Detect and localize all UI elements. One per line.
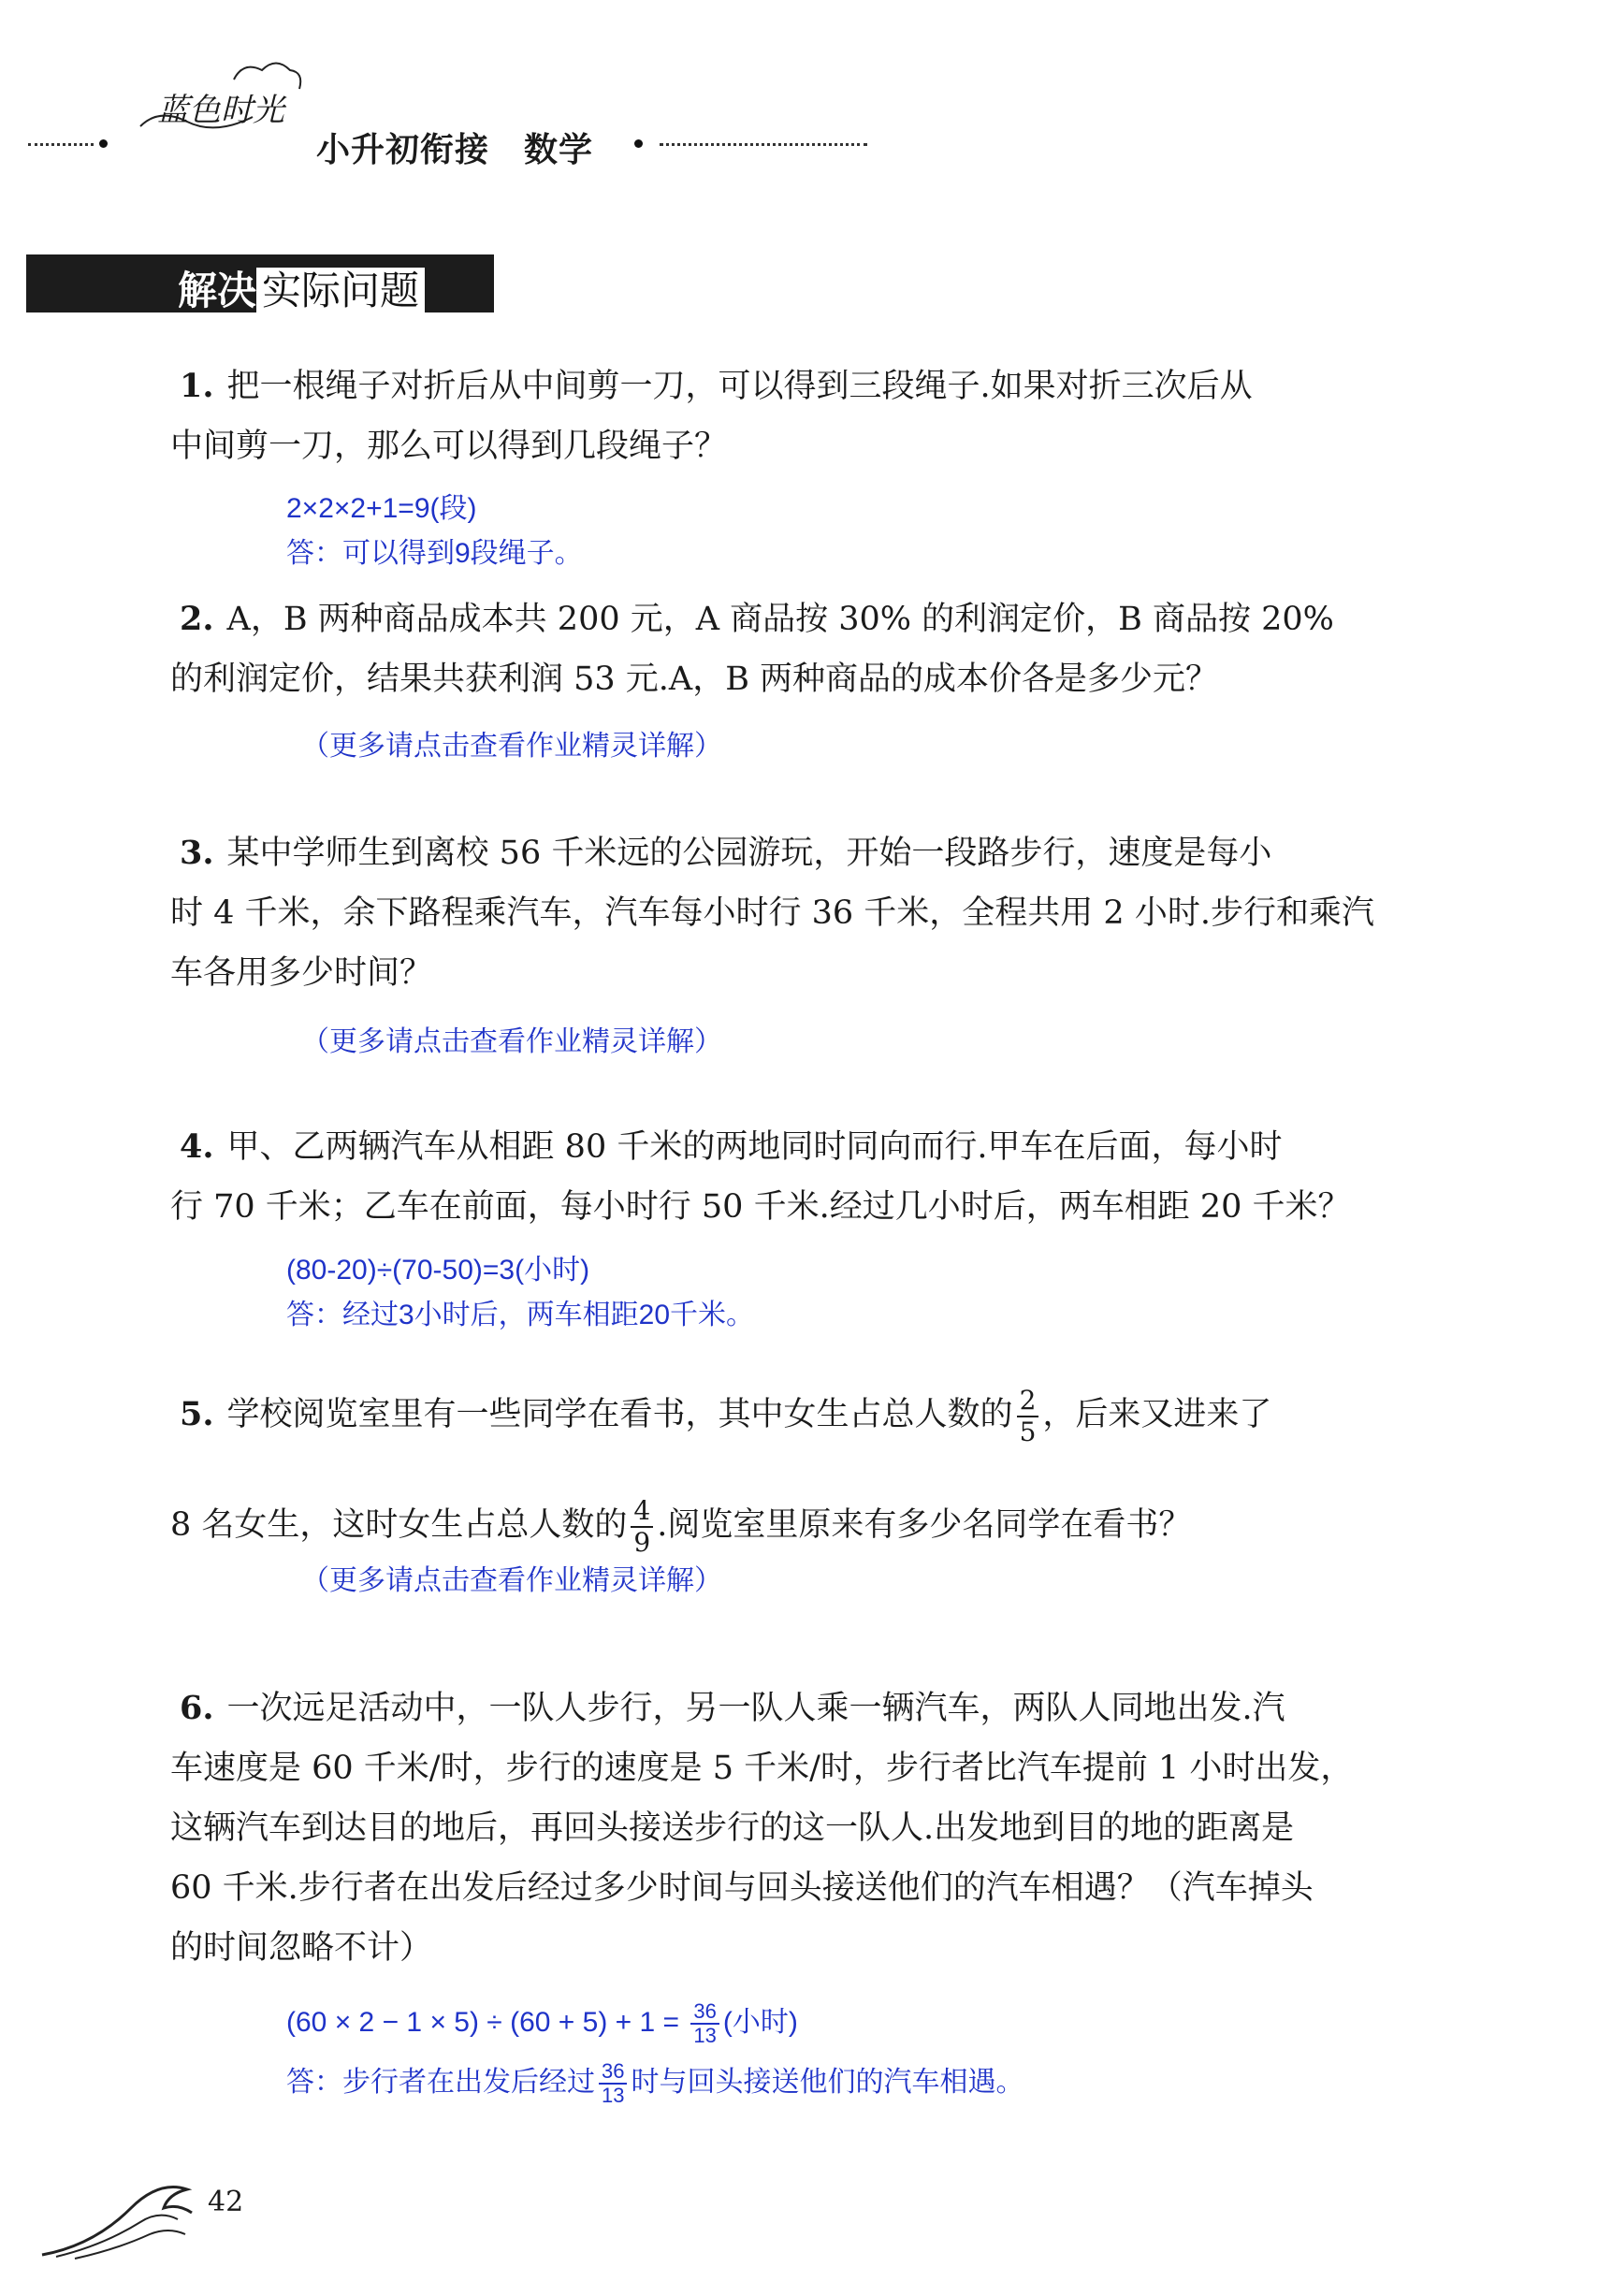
header-title: 小升初衔接 数学 (316, 130, 594, 169)
answer-1-line-1: 2×2×2+1=9(段) (286, 493, 477, 524)
question-6-line-4: 60 千米.步行者在出发后经过多少时间与回头接送他们的汽车相遇？（汽车掉头 (170, 1869, 1314, 1907)
question-6-line-1: 6. 一次远足活动中，一队人步行，另一队人乘一辆汽车，两队人同地出发.汽 (180, 1689, 1285, 1727)
answer-4 (286, 1248, 754, 1338)
question-6-line-2: 车速度是 60 千米/时，步行的速度是 5 千米/时，步行者比汽车提前 1 小时出发， (170, 1750, 1354, 1787)
wave-icon (37, 2152, 206, 2264)
fraction-2-5: $\frac{2}{5}$ (1017, 1386, 1039, 1447)
fraction-4-9: $\frac{4}{9}$ (631, 1496, 653, 1558)
answer-1-line-2: 答：可以得到9段绳子。 (286, 538, 583, 569)
question-4-line-2: 行 70 千米；乙车在前面，每小时行 50 千米.经过几小时后，两车相距 20 千米？ (170, 1188, 1351, 1226)
section-title-bold: 解决 (178, 268, 257, 313)
more-link-2[interactable]: （更多请点击查看作业精灵详解） (301, 730, 722, 763)
header-bullet-left (99, 139, 108, 148)
more-link-5[interactable]: （更多请点击查看作业精灵详解） (301, 1564, 722, 1597)
more-link-3[interactable]: （更多请点击查看作业精灵详解） (301, 1025, 722, 1058)
question-3-line-2: 时 4 千米，余下路程乘汽车，汽车每小时行 36 千米，全程共用 2 小时.步行和乘汽 (170, 894, 1374, 932)
header-bullet-right (634, 139, 643, 148)
question-5-line-1: 5. 学校阅览室里有一些同学在看书，其中女生占总人数的 $\frac{2}{5}$ ，后来又进来了 (180, 1384, 1272, 1447)
section-title-plain: 实际问题 (256, 268, 425, 313)
answer-4-line-1: (80-20)÷(70-50)=3(小时) (286, 1255, 590, 1286)
page-number: 42 (208, 2186, 244, 2218)
fraction-36-13: $\frac{36}{13}$ (690, 2000, 719, 2047)
question-3 (170, 823, 1480, 1003)
question-2 (170, 589, 1480, 709)
question-3-line-3: 车各用多少时间？ (170, 954, 433, 992)
fraction-36-13-answer: $\frac{36}{13}$ (599, 2060, 627, 2107)
header-dots-left (28, 143, 94, 146)
question-2-line-1: 2. A，B 两种商品成本共 200 元，A 商品按 30% 的利润定价，B 商品按 20% (180, 600, 1334, 638)
question-5-line-2: 8 名女生，这时女生占总人数的 $\frac{4}{9}$ .阅览室里原来有多少名同学在看书？ (170, 1494, 1192, 1558)
answer-6-line-1: (60 × 2 − 1 × 5) ÷ (60 + 5) + 1 = $\frac{36}{13}$ (小时) (286, 1999, 798, 2048)
question-4 (170, 1117, 1480, 1237)
question-3-line-1: 3. 某中学师生到离校 56 千米远的公园游玩，开始一段路步行，速度是每小 (180, 834, 1272, 872)
logo-text: 蓝色时光 (157, 92, 284, 129)
question-1 (170, 356, 1480, 476)
section-title (178, 260, 425, 316)
answer-1 (286, 487, 583, 576)
question-4-line-1: 4. 甲、乙两辆汽车从相距 80 千米的两地同时同向而行.甲车在后面，每小时 (180, 1127, 1283, 1166)
answer-6-line-2: 答：步行者在出发后经过 $\frac{36}{13}$ 时与回头接送他们的汽车相遇。 (286, 2059, 1024, 2108)
question-6 (170, 1678, 1480, 1978)
question-6-line-3: 这辆汽车到达目的地后，再回头接送步行的这一队人.出发地到目的地的距离是 (170, 1809, 1295, 1847)
header-dots-right (660, 143, 867, 146)
answer-4-line-2: 答：经过3小时后，两车相距20千米。 (286, 1300, 755, 1330)
question-5 (170, 1370, 1480, 1570)
question-1-line-1: 1. 把一根绳子对折后从中间剪一刀，可以得到三段绳子.如果对折三次后从 (180, 367, 1253, 405)
answer-6 (286, 1993, 1024, 2113)
question-2-line-2: 的利润定价，结果共获利润 53 元.A，B 两种商品的成本价各是多少元？ (170, 661, 1219, 698)
question-6-line-5: 的时间忽略不计） (170, 1929, 433, 1967)
question-1-line-2: 中间剪一刀，那么可以得到几段绳子？ (170, 428, 728, 465)
